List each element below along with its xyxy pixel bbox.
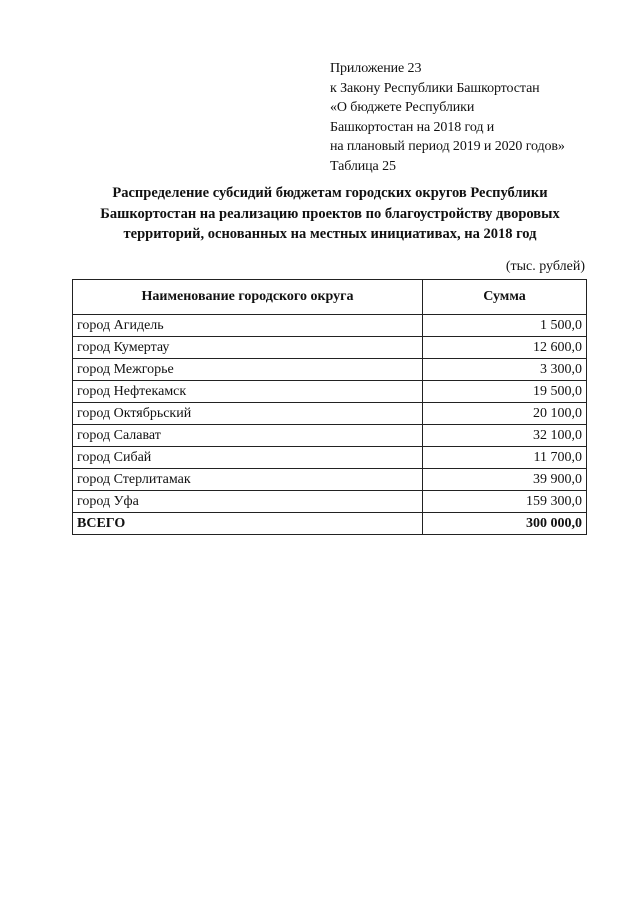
district-name: город Уфа: [73, 491, 423, 513]
appendix-line: к Закону Республики Башкортостан: [330, 80, 540, 96]
table-row: [73, 425, 587, 447]
district-name: город Октябрьский: [73, 403, 423, 425]
table-row: [73, 359, 587, 381]
subsidy-amount: 11 700,0: [423, 447, 587, 469]
district-name: город Нефтекамск: [73, 381, 423, 403]
district-name: город Салават: [73, 425, 423, 447]
column-header-name: Наименование городского округа: [73, 280, 423, 315]
table-row: [73, 469, 587, 491]
subsidy-amount: 39 900,0: [423, 469, 587, 491]
subsidy-amount: 32 100,0: [423, 425, 587, 447]
total-label: ВСЕГО: [73, 513, 423, 535]
subsidy-amount: 3 300,0: [423, 359, 587, 381]
total-row: [73, 513, 587, 535]
document-title: [70, 183, 590, 245]
district-name: город Кумертау: [73, 337, 423, 359]
table-row: [73, 337, 587, 359]
column-header-amount: Сумма: [423, 280, 587, 315]
table-header-row: [73, 280, 587, 315]
district-name: город Стерлитамак: [73, 469, 423, 491]
appendix-line: Приложение 23: [330, 61, 422, 76]
appendix-header: [330, 59, 630, 176]
subsidies-table: [72, 279, 587, 535]
units-label: (тыс. рублей): [505, 259, 585, 274]
subsidy-amount: 159 300,0: [423, 491, 587, 513]
appendix-line: на плановый период 2019 и 2020 годов»: [330, 139, 565, 154]
table-row: [73, 403, 587, 425]
subsidy-amount: 20 100,0: [423, 403, 587, 425]
title-line: Распределение субсидий бюджетам городских округов Республики: [112, 185, 548, 201]
subsidy-amount: 19 500,0: [423, 381, 587, 403]
total-amount: 300 000,0: [423, 513, 587, 535]
subsidy-amount: 1 500,0: [423, 315, 587, 337]
table-row: [73, 315, 587, 337]
title-line: территорий, основанных на местных инициативах, на 2018 год: [123, 226, 537, 242]
district-name: город Агидель: [73, 315, 423, 337]
table-row: [73, 491, 587, 513]
appendix-line: «О бюджете Республики: [330, 100, 475, 115]
table-number: Таблица 25: [330, 158, 396, 174]
subsidy-amount: 12 600,0: [423, 337, 587, 359]
table-row: [73, 381, 587, 403]
appendix-line: Башкортостан на 2018 год и: [330, 119, 495, 135]
title-line: Башкортостан на реализацию проектов по благоустройству дворовых: [100, 205, 560, 222]
district-name: город Сибай: [73, 447, 423, 469]
district-name: город Межгорье: [73, 359, 423, 381]
table-row: [73, 447, 587, 469]
